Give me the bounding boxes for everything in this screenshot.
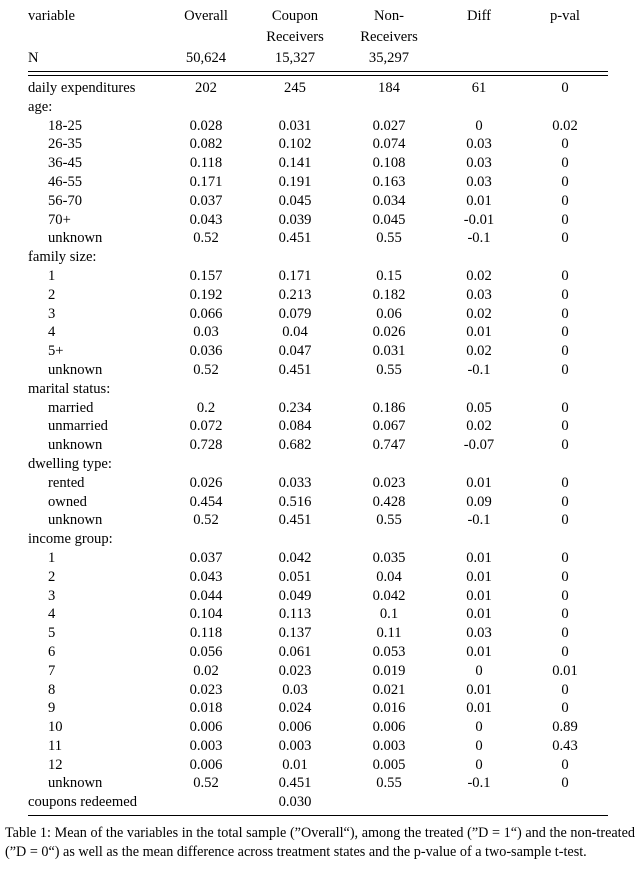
row-value: 0.003	[189, 737, 223, 754]
row-value: 184	[378, 80, 400, 96]
row-label: unknown	[48, 361, 103, 378]
row-value: 0	[561, 173, 569, 190]
row-value: 0	[561, 155, 569, 172]
row-value: 0	[561, 399, 569, 416]
table-row	[28, 117, 608, 136]
row-value: 0.03	[466, 286, 492, 303]
row-value	[436, 27, 522, 48]
row-value	[436, 380, 522, 399]
row-value: 0.2	[196, 399, 216, 416]
row-value: 0.06	[376, 305, 402, 322]
row-value: 0.043	[189, 568, 223, 585]
header-row	[28, 48, 608, 69]
row-value: 0.213	[278, 286, 312, 303]
row-value: 0.006	[189, 719, 223, 736]
row-value: 0.074	[372, 136, 406, 153]
row-value: Non-	[374, 8, 404, 24]
row-value: 0.171	[278, 267, 312, 284]
row-value: 0.072	[189, 418, 223, 435]
row-value: 0.55	[376, 775, 402, 792]
row-value	[248, 380, 342, 399]
row-value: 0.113	[278, 606, 312, 623]
table-row	[28, 455, 608, 474]
table-row	[28, 643, 608, 662]
row-label: 18-25	[48, 117, 83, 134]
row-label: variable	[28, 8, 75, 24]
row-value: 15,327	[274, 50, 316, 66]
row-value: 0.104	[189, 606, 223, 623]
row-label: coupons redeemed	[28, 794, 138, 811]
table-row	[28, 154, 608, 173]
row-value: 0.039	[278, 211, 312, 228]
row-value	[342, 380, 436, 399]
row-label: 4	[48, 324, 56, 341]
row-value: 0.52	[193, 775, 219, 792]
row-value: 0.09	[466, 493, 492, 510]
row-value: 0.55	[376, 361, 402, 378]
row-value	[248, 530, 342, 549]
row-value: 0.082	[189, 136, 223, 153]
row-value: 0.102	[278, 136, 312, 153]
header-row	[28, 27, 608, 48]
row-value: 0.053	[372, 643, 406, 660]
row-value	[436, 793, 522, 812]
row-value	[342, 248, 436, 267]
table-caption: Table 1: Mean of the variables in the total sample (”Overall“), among the treated (”D = 1“) and the non-treated (”D = 0“) as well as the mean difference across treatment states and the p-value of a two-sample t-test.	[5, 825, 635, 861]
row-value: 0.01	[466, 700, 492, 717]
row-value: 0.006	[278, 719, 312, 736]
row-value: 0	[561, 700, 569, 717]
row-value	[342, 98, 436, 117]
row-value: 0.043	[189, 211, 223, 228]
row-value: -0.07	[463, 437, 495, 454]
row-value: 0	[561, 549, 569, 566]
row-value: 0.027	[372, 117, 406, 134]
row-value: 0	[475, 117, 483, 134]
row-value: 50,624	[185, 50, 227, 66]
row-label	[28, 27, 164, 48]
row-value: 0	[561, 418, 569, 435]
row-value: 0.079	[278, 305, 312, 322]
row-value: 0.171	[189, 173, 223, 190]
row-value: 245	[284, 80, 306, 96]
row-value: 0	[561, 474, 569, 491]
table-row	[28, 568, 608, 587]
table-row	[28, 361, 608, 380]
row-label: 3	[48, 587, 56, 604]
row-label: 5+	[48, 343, 64, 360]
header-divider-rule	[28, 71, 608, 76]
row-value: 0.024	[278, 700, 312, 717]
row-label: owned	[48, 493, 87, 510]
table-row	[28, 624, 608, 643]
row-value	[164, 98, 248, 117]
row-value	[522, 48, 608, 69]
row-value: 0.02	[552, 117, 578, 134]
row-value	[436, 98, 522, 117]
row-label: marital status:	[28, 380, 111, 397]
table-row	[28, 699, 608, 718]
table-row	[28, 323, 608, 342]
row-value: 0.01	[466, 192, 492, 209]
row-value	[164, 27, 248, 48]
row-value	[164, 380, 248, 399]
table-row	[28, 511, 608, 530]
row-value: 0.428	[372, 493, 406, 510]
table-row	[28, 737, 608, 756]
row-value: 0.026	[372, 324, 406, 341]
row-value: Receivers	[360, 29, 418, 45]
row-label: dwelling type:	[28, 455, 112, 472]
row-value: 0.042	[278, 549, 312, 566]
row-value: 0.108	[372, 155, 406, 172]
row-value	[522, 27, 608, 48]
row-label: 36-45	[48, 155, 83, 172]
row-value: 0.01	[282, 756, 308, 773]
table-row	[28, 192, 608, 211]
row-label: 7	[48, 662, 56, 679]
row-value: 0	[561, 437, 569, 454]
row-value: 0.023	[278, 662, 312, 679]
row-value: 0.454	[189, 493, 223, 510]
table-row	[28, 436, 608, 455]
row-value	[436, 530, 522, 549]
row-value: 0.11	[376, 625, 402, 642]
row-label: 10	[48, 719, 63, 736]
row-value	[248, 248, 342, 267]
row-label: unknown	[48, 437, 103, 454]
row-value: 0.047	[278, 343, 312, 360]
row-value: 0.03	[466, 155, 492, 172]
row-label: family size:	[28, 249, 97, 266]
row-value: 0	[561, 681, 569, 698]
row-value: 0.191	[278, 173, 312, 190]
row-value: 0.02	[466, 418, 492, 435]
row-value: 0.044	[189, 587, 223, 604]
row-value	[248, 98, 342, 117]
row-value: 202	[195, 80, 217, 96]
row-label: income group:	[28, 531, 113, 548]
table-row	[28, 79, 608, 98]
row-value: 0.52	[193, 230, 219, 247]
row-value: 0.005	[372, 756, 406, 773]
row-value: 0.034	[372, 192, 406, 209]
row-value: -0.1	[467, 512, 491, 529]
row-value: 0.023	[372, 474, 406, 491]
row-label: 1	[48, 549, 56, 566]
row-value: 0.031	[278, 117, 312, 134]
row-label: 1	[48, 267, 56, 284]
row-value: 0.006	[372, 719, 406, 736]
row-value	[164, 530, 248, 549]
row-value: 0	[561, 305, 569, 322]
row-value: 0.03	[466, 625, 492, 642]
row-value: 0	[561, 568, 569, 585]
row-value	[342, 530, 436, 549]
row-label: 46-55	[48, 173, 83, 190]
row-value	[522, 248, 608, 267]
row-value: 0.02	[193, 662, 219, 679]
row-value: 0	[561, 80, 569, 96]
row-label: 2	[48, 568, 56, 585]
row-value: 0.018	[189, 700, 223, 717]
row-value: 0	[561, 625, 569, 642]
row-label: unknown	[48, 775, 103, 792]
row-value: 0	[475, 756, 483, 773]
row-value: 0.04	[282, 324, 308, 341]
row-value: 0.234	[278, 399, 312, 416]
row-value: 0.02	[466, 343, 492, 360]
row-value: 0.035	[372, 549, 406, 566]
row-value: 0.045	[372, 211, 406, 228]
row-value: 0.03	[193, 324, 219, 341]
row-value: 0.049	[278, 587, 312, 604]
row-label: 2	[48, 286, 56, 303]
row-label: 3	[48, 305, 56, 322]
row-value: 0.55	[376, 512, 402, 529]
row-value: 0.118	[189, 625, 223, 642]
row-value	[436, 455, 522, 474]
row-value: 0.021	[372, 681, 406, 698]
row-value: 0.019	[372, 662, 406, 679]
row-value: 0.01	[466, 549, 492, 566]
row-value	[522, 793, 608, 812]
row-value: Diff	[466, 8, 492, 24]
table-row	[28, 718, 608, 737]
row-value: 0.045	[278, 192, 312, 209]
row-value: 0.747	[372, 437, 406, 454]
row-value: 35,297	[368, 50, 410, 66]
row-value: 0.016	[372, 700, 406, 717]
row-value: 0.01	[466, 681, 492, 698]
table-bottom-rule	[28, 815, 608, 816]
row-value: 0.1	[379, 606, 399, 623]
row-label: rented	[48, 474, 85, 491]
header-row	[28, 6, 608, 27]
row-value: 0.066	[189, 305, 223, 322]
row-value: 0.037	[189, 549, 223, 566]
row-value: 0	[475, 737, 483, 754]
row-value: 0	[561, 512, 569, 529]
row-value: 0.05	[466, 399, 492, 416]
table-row	[28, 173, 608, 192]
table-row	[28, 135, 608, 154]
table-row	[28, 530, 608, 549]
row-label: 8	[48, 681, 56, 698]
row-label: 4	[48, 606, 56, 623]
row-label: 9	[48, 700, 56, 717]
table-row	[28, 474, 608, 493]
row-value: 0.026	[189, 474, 223, 491]
row-value: 0	[561, 493, 569, 510]
row-value: 0.118	[189, 155, 223, 172]
row-value: 0.451	[278, 512, 312, 529]
row-value	[164, 455, 248, 474]
row-value	[522, 455, 608, 474]
table-row	[28, 399, 608, 418]
row-value: 0.030	[278, 794, 312, 811]
row-value: 0.141	[278, 155, 312, 172]
row-value: 0.023	[189, 681, 223, 698]
row-value: 0.02	[466, 305, 492, 322]
row-value: 0	[561, 136, 569, 153]
row-value: 0.03	[282, 681, 308, 698]
row-value: 0	[561, 267, 569, 284]
row-label: 11	[48, 737, 63, 754]
row-value: 0.003	[372, 737, 406, 754]
row-value: 0	[561, 606, 569, 623]
row-value: 0.028	[189, 117, 223, 134]
row-value: -0.1	[467, 230, 491, 247]
row-value: 0	[561, 643, 569, 660]
row-label: 5	[48, 625, 56, 642]
table-row	[28, 605, 608, 624]
table-row	[28, 493, 608, 512]
row-value: 0.451	[278, 361, 312, 378]
row-value: 0.15	[376, 267, 402, 284]
row-value	[522, 98, 608, 117]
row-value: 0	[561, 756, 569, 773]
row-label: daily expenditures	[28, 80, 136, 96]
table-row	[28, 380, 608, 399]
row-value: 0	[561, 775, 569, 792]
row-value: 0.163	[372, 173, 406, 190]
row-value: -0.1	[467, 361, 491, 378]
row-value: 61	[471, 80, 487, 96]
row-value	[436, 248, 522, 267]
table-row	[28, 267, 608, 286]
row-value: p-val	[550, 8, 580, 24]
row-value: 0.89	[552, 719, 578, 736]
row-value: 0.01	[466, 587, 492, 604]
row-label: unknown	[48, 512, 103, 529]
table-row	[28, 681, 608, 700]
table-row	[28, 211, 608, 230]
row-value	[164, 793, 248, 812]
table-row	[28, 342, 608, 361]
table-row	[28, 417, 608, 436]
row-value: 0.43	[552, 737, 578, 754]
row-value	[522, 530, 608, 549]
row-value: 0.182	[372, 286, 406, 303]
row-value	[342, 455, 436, 474]
row-value: 0.728	[189, 437, 223, 454]
row-value: 0.061	[278, 643, 312, 660]
row-value: 0.04	[376, 568, 402, 585]
row-value: Receivers	[266, 29, 324, 45]
row-value: 0.02	[466, 267, 492, 284]
row-value: 0.003	[278, 737, 312, 754]
table-row	[28, 286, 608, 305]
row-label: 12	[48, 756, 63, 773]
table-row	[28, 549, 608, 568]
row-value: 0.031	[372, 343, 406, 360]
row-value: 0.01	[552, 662, 578, 679]
row-value: 0	[561, 211, 569, 228]
row-value	[164, 248, 248, 267]
row-value	[248, 455, 342, 474]
row-value: -0.1	[467, 775, 491, 792]
row-label: unknown	[48, 230, 103, 247]
row-value: 0.01	[466, 643, 492, 660]
row-value: 0.006	[189, 756, 223, 773]
row-label: 70+	[48, 211, 71, 228]
row-value: 0	[561, 286, 569, 303]
row-value: 0.55	[376, 230, 402, 247]
row-value: 0.037	[189, 192, 223, 209]
row-value: 0.52	[193, 512, 219, 529]
row-value	[436, 48, 522, 69]
row-label: unmarried	[48, 418, 108, 435]
row-value: 0.682	[278, 437, 312, 454]
table-row	[28, 774, 608, 793]
row-value: 0.036	[189, 343, 223, 360]
row-value: 0.056	[189, 643, 223, 660]
row-value: 0.03	[466, 173, 492, 190]
table-row	[28, 248, 608, 267]
row-value: 0.033	[278, 474, 312, 491]
row-value: 0.01	[466, 324, 492, 341]
row-value: Overall	[184, 8, 228, 24]
row-value: 0.03	[466, 136, 492, 153]
row-value	[342, 793, 436, 812]
row-value: 0.192	[189, 286, 223, 303]
table-row	[28, 587, 608, 606]
row-label: 56-70	[48, 192, 83, 209]
table-row	[28, 662, 608, 681]
row-value: 0.516	[278, 493, 312, 510]
row-value: 0.451	[278, 230, 312, 247]
table-row	[28, 793, 608, 812]
row-value: 0	[561, 324, 569, 341]
row-value: 0.157	[189, 267, 223, 284]
row-value: 0	[561, 587, 569, 604]
table-row	[28, 756, 608, 775]
row-label: age:	[28, 98, 53, 115]
row-value: 0.084	[278, 418, 312, 435]
row-value: 0.01	[466, 606, 492, 623]
table-row	[28, 305, 608, 324]
row-value: 0	[561, 192, 569, 209]
row-value: 0.042	[372, 587, 406, 604]
row-value: 0.186	[372, 399, 406, 416]
row-value: 0.01	[466, 568, 492, 585]
table-row	[28, 229, 608, 248]
table-header	[28, 6, 608, 69]
table-row	[28, 98, 608, 117]
row-value: Coupon	[271, 8, 319, 24]
row-value: 0.01	[466, 474, 492, 491]
row-value: 0	[561, 343, 569, 360]
row-value: 0	[475, 662, 483, 679]
row-value: 0	[561, 230, 569, 247]
row-value: 0.067	[372, 418, 406, 435]
row-value: 0.451	[278, 775, 312, 792]
row-label: married	[48, 399, 94, 416]
row-value: 0.52	[193, 361, 219, 378]
table-body	[28, 79, 608, 812]
row-value: 0.051	[278, 568, 312, 585]
row-value: 0	[475, 719, 483, 736]
row-label: 6	[48, 643, 56, 660]
row-value: 0	[561, 361, 569, 378]
row-label: N	[28, 50, 39, 66]
row-value	[522, 380, 608, 399]
row-value: 0.137	[278, 625, 312, 642]
row-label: 26-35	[48, 136, 83, 153]
row-value: -0.01	[463, 211, 495, 228]
